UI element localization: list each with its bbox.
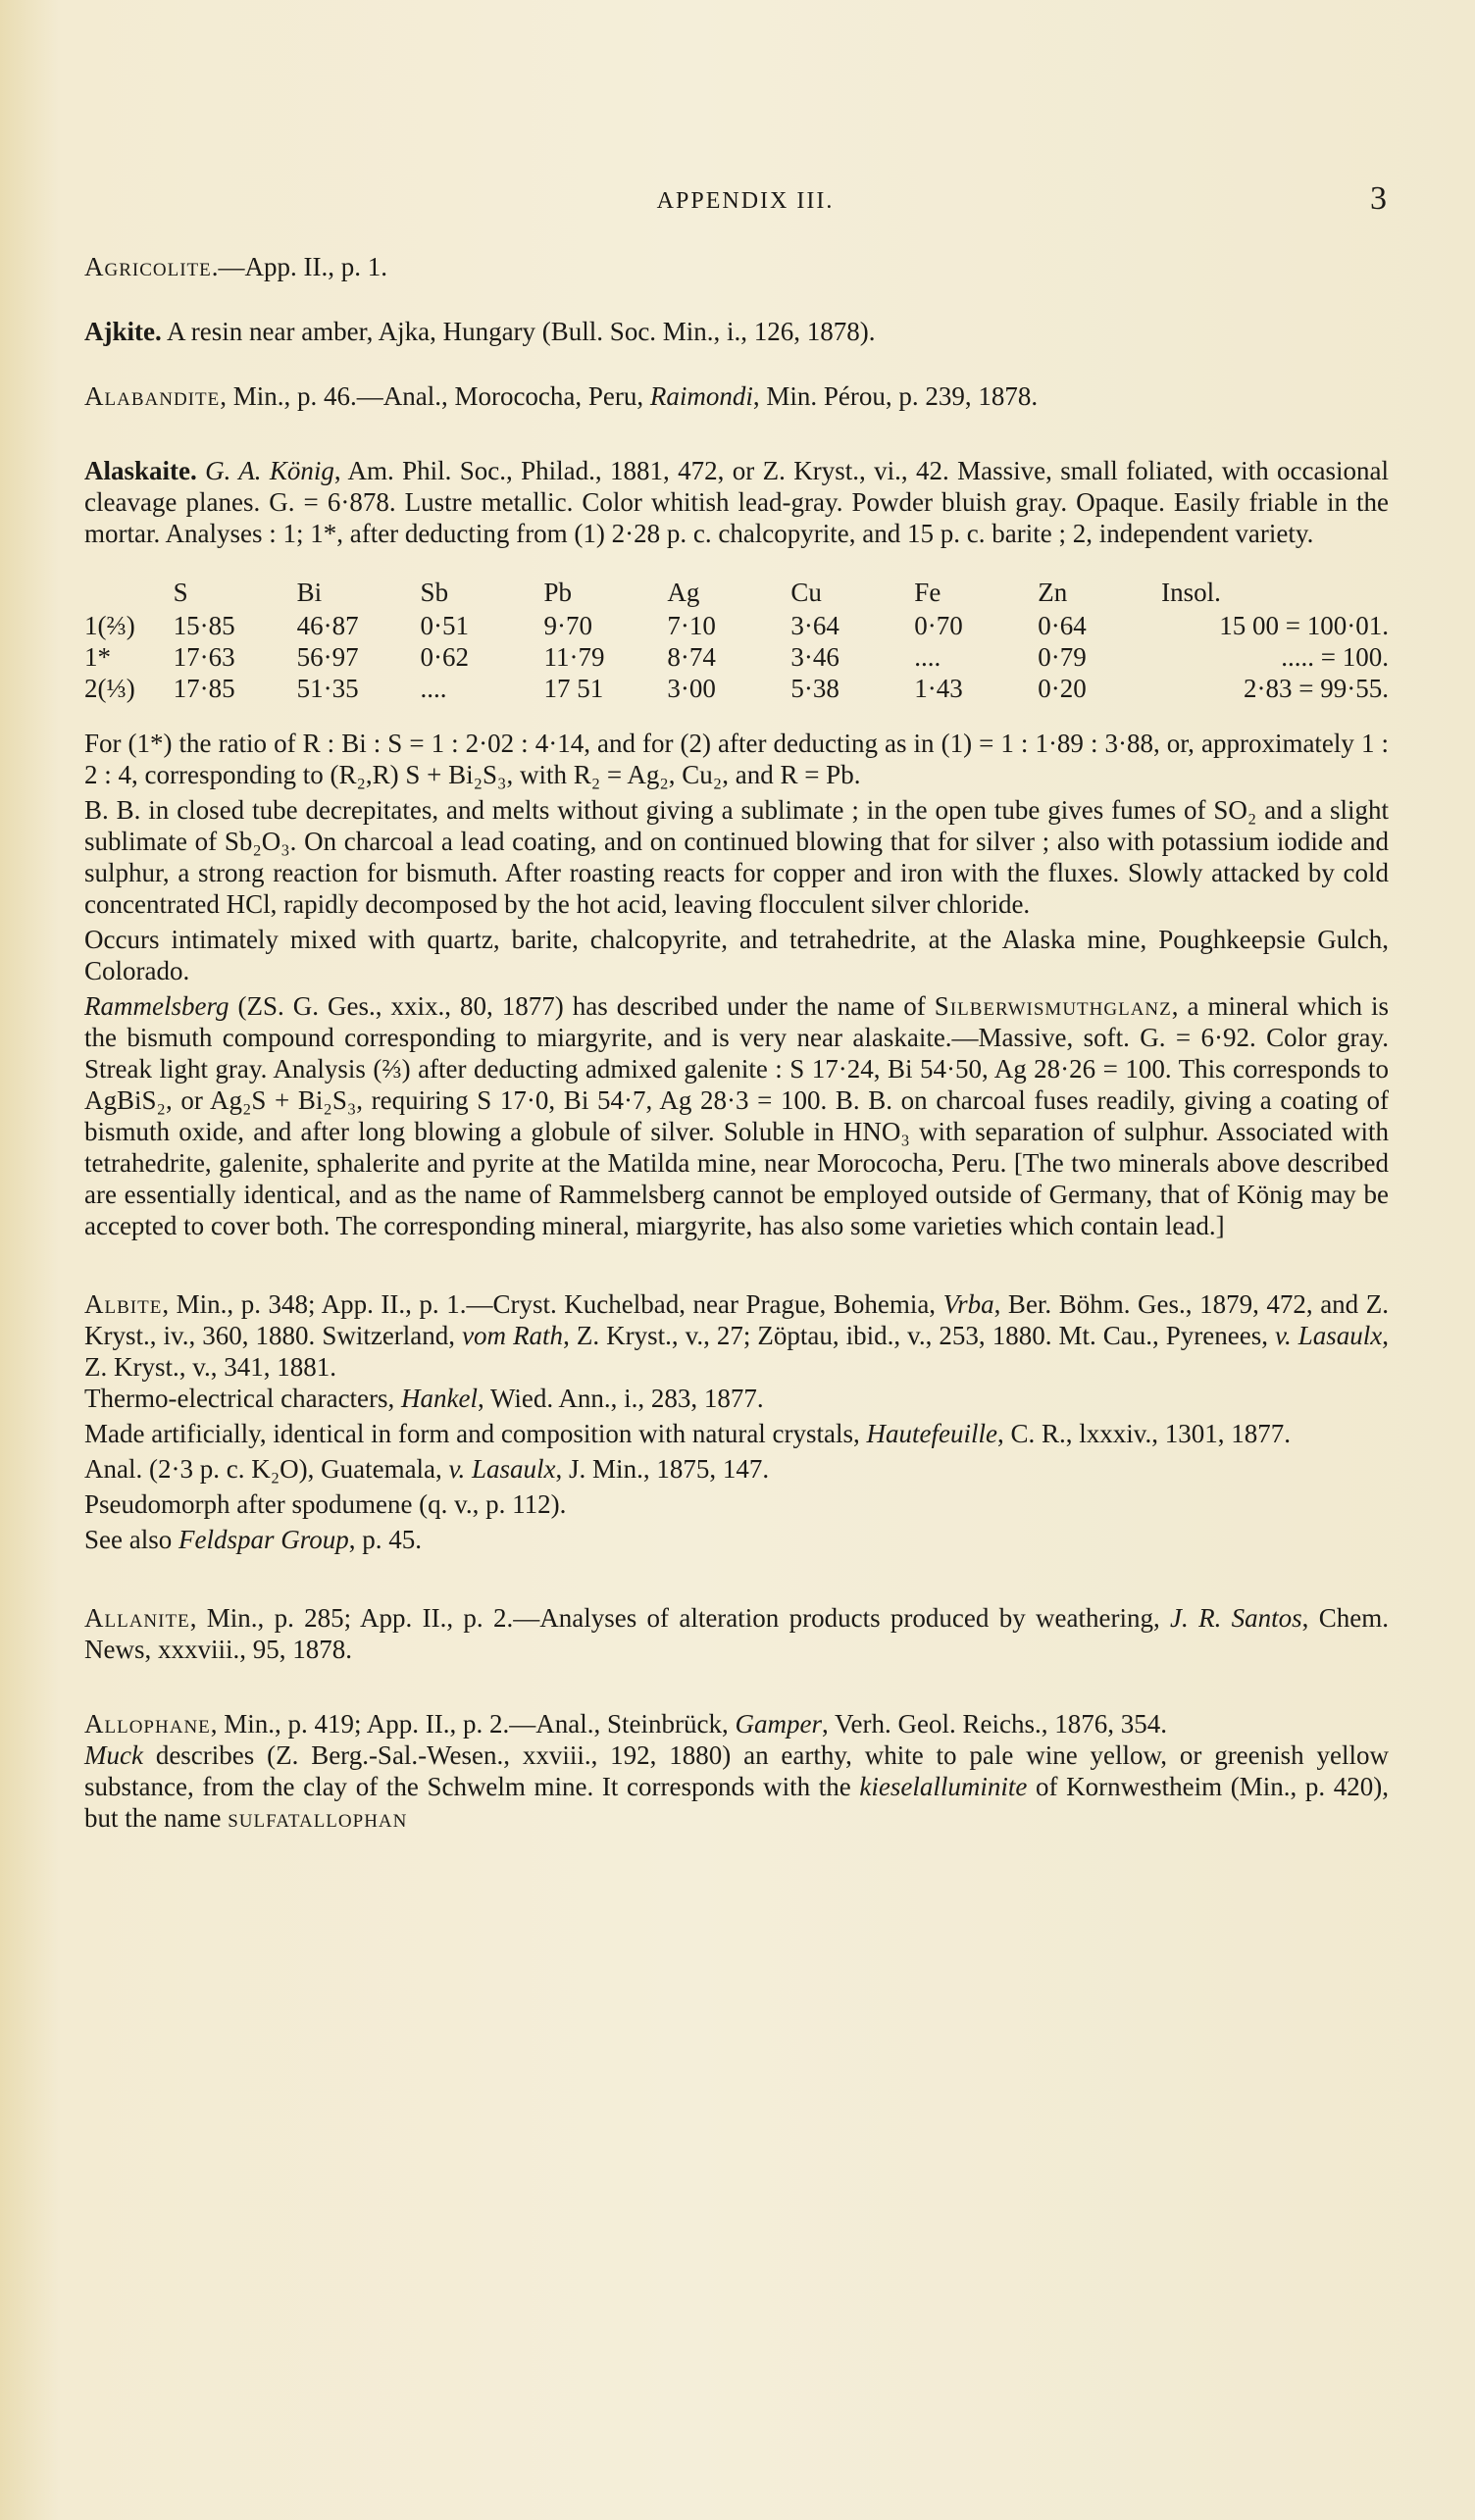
table-cell: .... <box>914 642 941 672</box>
mineral-name: sulfatallophan <box>228 1803 408 1833</box>
entry-ajkite <box>84 316 1389 347</box>
author-name: v. Lasaulx <box>1274 1321 1383 1350</box>
column-header: Ag <box>667 578 700 607</box>
entry-text: , Ber. Böhm. Ges., 1879, 472, and Z. Kryst., iv., 360, 1880. Switzerland, <box>84 1289 1389 1350</box>
page-header <box>98 182 1393 222</box>
column-header: Sb <box>420 578 449 607</box>
analyses-table <box>84 577 1389 704</box>
entry-text: Made artificially, identical in form and composition with natural crystals, <box>84 1419 867 1448</box>
table-cell: 3·64 <box>790 611 839 640</box>
entry-text: , Z. Kryst., v., 27; Zöptau, ibid., v., 253, 1880. Mt. Cau., Pyrenees, <box>563 1321 1275 1350</box>
entry-text: , Z. Kryst., v., 341, 1881. <box>84 1321 1389 1382</box>
author-name: Vrba <box>942 1289 994 1319</box>
author-name: G. A. König <box>205 456 334 485</box>
description: Massive, small foliated, with occasional cleavage planes. G. = 6·878. Lustre metallic. Color whitish lead-gray. Powder bluish gray. Opaque. Easily friable in the mortar. Analyses : 1; 1*, after deducting from (1) 2·28 p. c. chalcopyrite, and 15 p. c. barite ; 2, independent variety. <box>84 456 1390 548</box>
table-cell: 2(⅓) <box>84 674 135 703</box>
entry-allanite <box>84 1602 1389 1665</box>
entry-text: (ZS. G. Ges., xxix., 80, 1877) has described under the name of <box>229 991 935 1021</box>
mineral-name: Alaskaite. <box>84 456 197 485</box>
table-cell: 11·79 <box>543 642 605 672</box>
table-cell: 17·63 <box>173 642 235 672</box>
table-cell: 15 00 = 100·01. <box>1219 611 1389 640</box>
entry-text: , Wied. Ann., i., 283, 1877. <box>478 1384 764 1413</box>
entry-text: , Verh. Geol. Reichs., 1876, 354. <box>822 1709 1167 1739</box>
entry-text: , Min., p. 285; App. II., p. 2.—Analyses of alteration products produced by weathering, <box>189 1603 1171 1633</box>
entry-text: , Min., p. 419; App. II., p. 2.—Anal., Steinbrück, <box>210 1709 736 1739</box>
author-name: Hankel <box>401 1384 479 1413</box>
entry-alabandite <box>84 380 1389 412</box>
table-cell: 0·79 <box>1038 642 1087 672</box>
entry-text: , J. Min., 1875, 147. <box>555 1454 770 1484</box>
table-cell: 17·85 <box>173 674 235 703</box>
author-name: Raimondi <box>649 381 753 411</box>
entry-text: Anal. (2·3 p. c. K₂O), Guatemala, <box>84 1454 449 1484</box>
mineral-name: Allanite <box>84 1603 190 1633</box>
table-cell: 8·74 <box>667 642 716 672</box>
column-header: Zn <box>1038 578 1068 607</box>
table-cell: 5·38 <box>790 674 839 703</box>
table-cell: 1·43 <box>914 674 963 703</box>
mineral-name: Alabandite <box>84 381 221 411</box>
page-number: 3 <box>1370 180 1387 217</box>
author-name: Hautefeuille <box>866 1419 997 1448</box>
entry-text: , C. R., lxxxiv., 1301, 1877. <box>997 1419 1292 1448</box>
ratio-paragraph: For (1*) the ratio of R : Bi : S = 1 : 2·02 : 4·14, and for (2) after deducting as in (1) = 1 : 1·89 : 3·88, or, approximately 1 : 2 : 4, corresponding to (R₂,R) S + Bi₂S₃, with R₂ = Ag₂, Cu₂, and R = Pb. <box>84 729 1389 789</box>
mineral-name: Allophane <box>84 1709 211 1739</box>
table-cell: 0·70 <box>914 611 963 640</box>
table-cell: 9·70 <box>543 611 592 640</box>
entry-text: , Min., p. 348; App. II., p. 1.—Cryst. Kuchelbad, near Prague, Bohemia, <box>162 1289 943 1319</box>
entry-text: , a mineral which is the bismuth compound corresponding to miargyrite, and is very near alaskaite.—Massive, soft. G. = 6·92. Color gray. Streak light gray. Analysis (⅔) after deducting admixed galenite : S 17·24, Bi 54·50, Ag 28·26 = 100. This corresponds to AgBiS₂, or Ag₂S + Bi₂S₃, requiring S 17·0, Bi 54·7, Ag 28·3 = 100. B. B. on charcoal fuses readily, giving a coating of bismuth oxide, and after long blowing a globule of silver. Soluble in HNO₃ with separation of sulphur. Associated with tetrahedrite, galenite, sphalerite and pyrite at the Matilda mine, near Morococha, Peru. [The two minerals above described are essentially identical, and as the name of Rammelsberg cannot be employed outside of Germany, that of König may be accepted to cover both. The corresponding mineral, miargyrite, has also some varieties which contain lead.] <box>84 991 1389 1240</box>
table-cell: 0·20 <box>1038 674 1087 703</box>
column-header <box>84 577 174 610</box>
entry-text: , Chem. News, xxxviii., 95, 1878. <box>84 1603 1389 1664</box>
artificial-paragraph <box>84 1418 1389 1449</box>
author-name: vom Rath <box>462 1321 564 1350</box>
entry-albite <box>84 1288 1389 1383</box>
entry-agricolite <box>84 251 1389 282</box>
pseudomorph-paragraph: Pseudomorph after spodumene (q. v., p. 112). <box>84 1489 567 1519</box>
column-header: S <box>173 578 188 607</box>
entry-text: A resin near amber, Ajka, Hungary (Bull. Soc. Min., i., 126, 1878). <box>161 317 876 346</box>
running-head: APPENDIX III. <box>656 188 835 214</box>
mineral-name: Albite <box>84 1289 163 1319</box>
entry-text: , Min. Pérou, p. 239, 1878. <box>752 381 1039 411</box>
entry-text: describes (Z. Berg.-Sal.-Wesen., xxviii., 192, 1880) an earthy, white to pale wine yellow, or greenish yellow substance, from the clay of the Schwelm mine. It corresponds with the <box>84 1740 1389 1801</box>
author-name: Gamper <box>735 1709 822 1739</box>
table-header-row <box>84 577 1389 610</box>
table-cell: 7·10 <box>667 611 716 640</box>
mineral-name: Silberwismuthglanz <box>934 991 1172 1021</box>
author-name: v. Lasaulx <box>448 1454 556 1484</box>
entry-alaskaite <box>84 455 1389 549</box>
entry-text: , Min., p. 46.—Anal., Morococha, Peru, <box>220 381 650 411</box>
table-cell: .... <box>420 674 447 703</box>
table-row <box>84 610 1389 641</box>
table-cell: 0·64 <box>1038 611 1087 640</box>
entry-text: , p. 45. <box>348 1525 422 1554</box>
table-cell: 51·35 <box>296 674 359 703</box>
column-header: Fe <box>914 578 941 607</box>
mineral-name: Ajkite. <box>84 317 162 346</box>
table-cell: 1(⅔) <box>84 611 135 640</box>
column-header: Bi <box>296 578 323 607</box>
mineral-name: kieselalluminite <box>859 1772 1028 1801</box>
table-cell: 17 51 <box>543 674 604 703</box>
table-row <box>84 673 1389 704</box>
table-cell: ..... = 100. <box>1281 642 1389 672</box>
muck-paragraph <box>84 1739 1389 1834</box>
table-cell: 2·83 = 99·55. <box>1244 674 1389 703</box>
table-cell: 3·00 <box>667 674 716 703</box>
entry-text: Thermo-electrical characters, <box>84 1384 402 1413</box>
table-cell: 15·85 <box>173 611 235 640</box>
entry-text: of Kornwestheim (Min., p. 420), but the name <box>84 1772 1389 1833</box>
entry-text: .—App. II., p. 1. <box>211 252 387 281</box>
blowpipe-paragraph: B. B. in closed tube decrepitates, and melts without giving a sublimate ; in the open tube gives fumes of SO₂ and a slight sublimate of Sb₂O₃. On charcoal a lead coating, and on continued blowing that for silver ; also with potassium iodide and sulphur, a strong reaction for bismuth. After roasting reacts for copper and iron with the fluxes. Slowly attacked by cold concentrated HCl, rapidly decomposed by the hot acid, leaving flocculent silver chloride. <box>84 795 1389 919</box>
table-cell: 0·51 <box>420 611 470 640</box>
author-name: J. R. Santos <box>1170 1603 1302 1633</box>
thermo-paragraph <box>84 1383 1389 1414</box>
anal-paragraph <box>84 1453 1389 1485</box>
author-name: Muck <box>84 1740 143 1770</box>
column-header: Cu <box>790 578 822 607</box>
table-cell: 1* <box>84 642 111 672</box>
cross-reference: Feldspar Group <box>178 1525 349 1554</box>
table-cell: 3·46 <box>790 642 839 672</box>
table-row <box>84 641 1389 673</box>
table-cell: 56·97 <box>296 642 359 672</box>
mineral-name: Agricolite <box>84 252 212 281</box>
page-content <box>84 251 1389 1838</box>
table-cell: 46·87 <box>296 611 359 640</box>
entry-text: , Am. Phil. Soc., Philad., 1881, 472, or Z. Kryst., vi., 42. <box>333 456 949 485</box>
see-also-paragraph <box>84 1524 1389 1555</box>
rammelsberg-paragraph <box>84 990 1389 1241</box>
occurrence-paragraph: Occurs intimately mixed with quartz, barite, chalcopyrite, and tetrahedrite, at the Alaska mine, Poughkeepsie Gulch, Colorado. <box>84 925 1389 985</box>
entry-allophane <box>84 1708 1389 1739</box>
column-header: Insol. <box>1161 578 1221 607</box>
table-cell: 0·62 <box>420 642 470 672</box>
author-name: Rammelsberg <box>84 991 229 1021</box>
column-header: Pb <box>543 578 573 607</box>
entry-text: See also <box>84 1525 178 1554</box>
